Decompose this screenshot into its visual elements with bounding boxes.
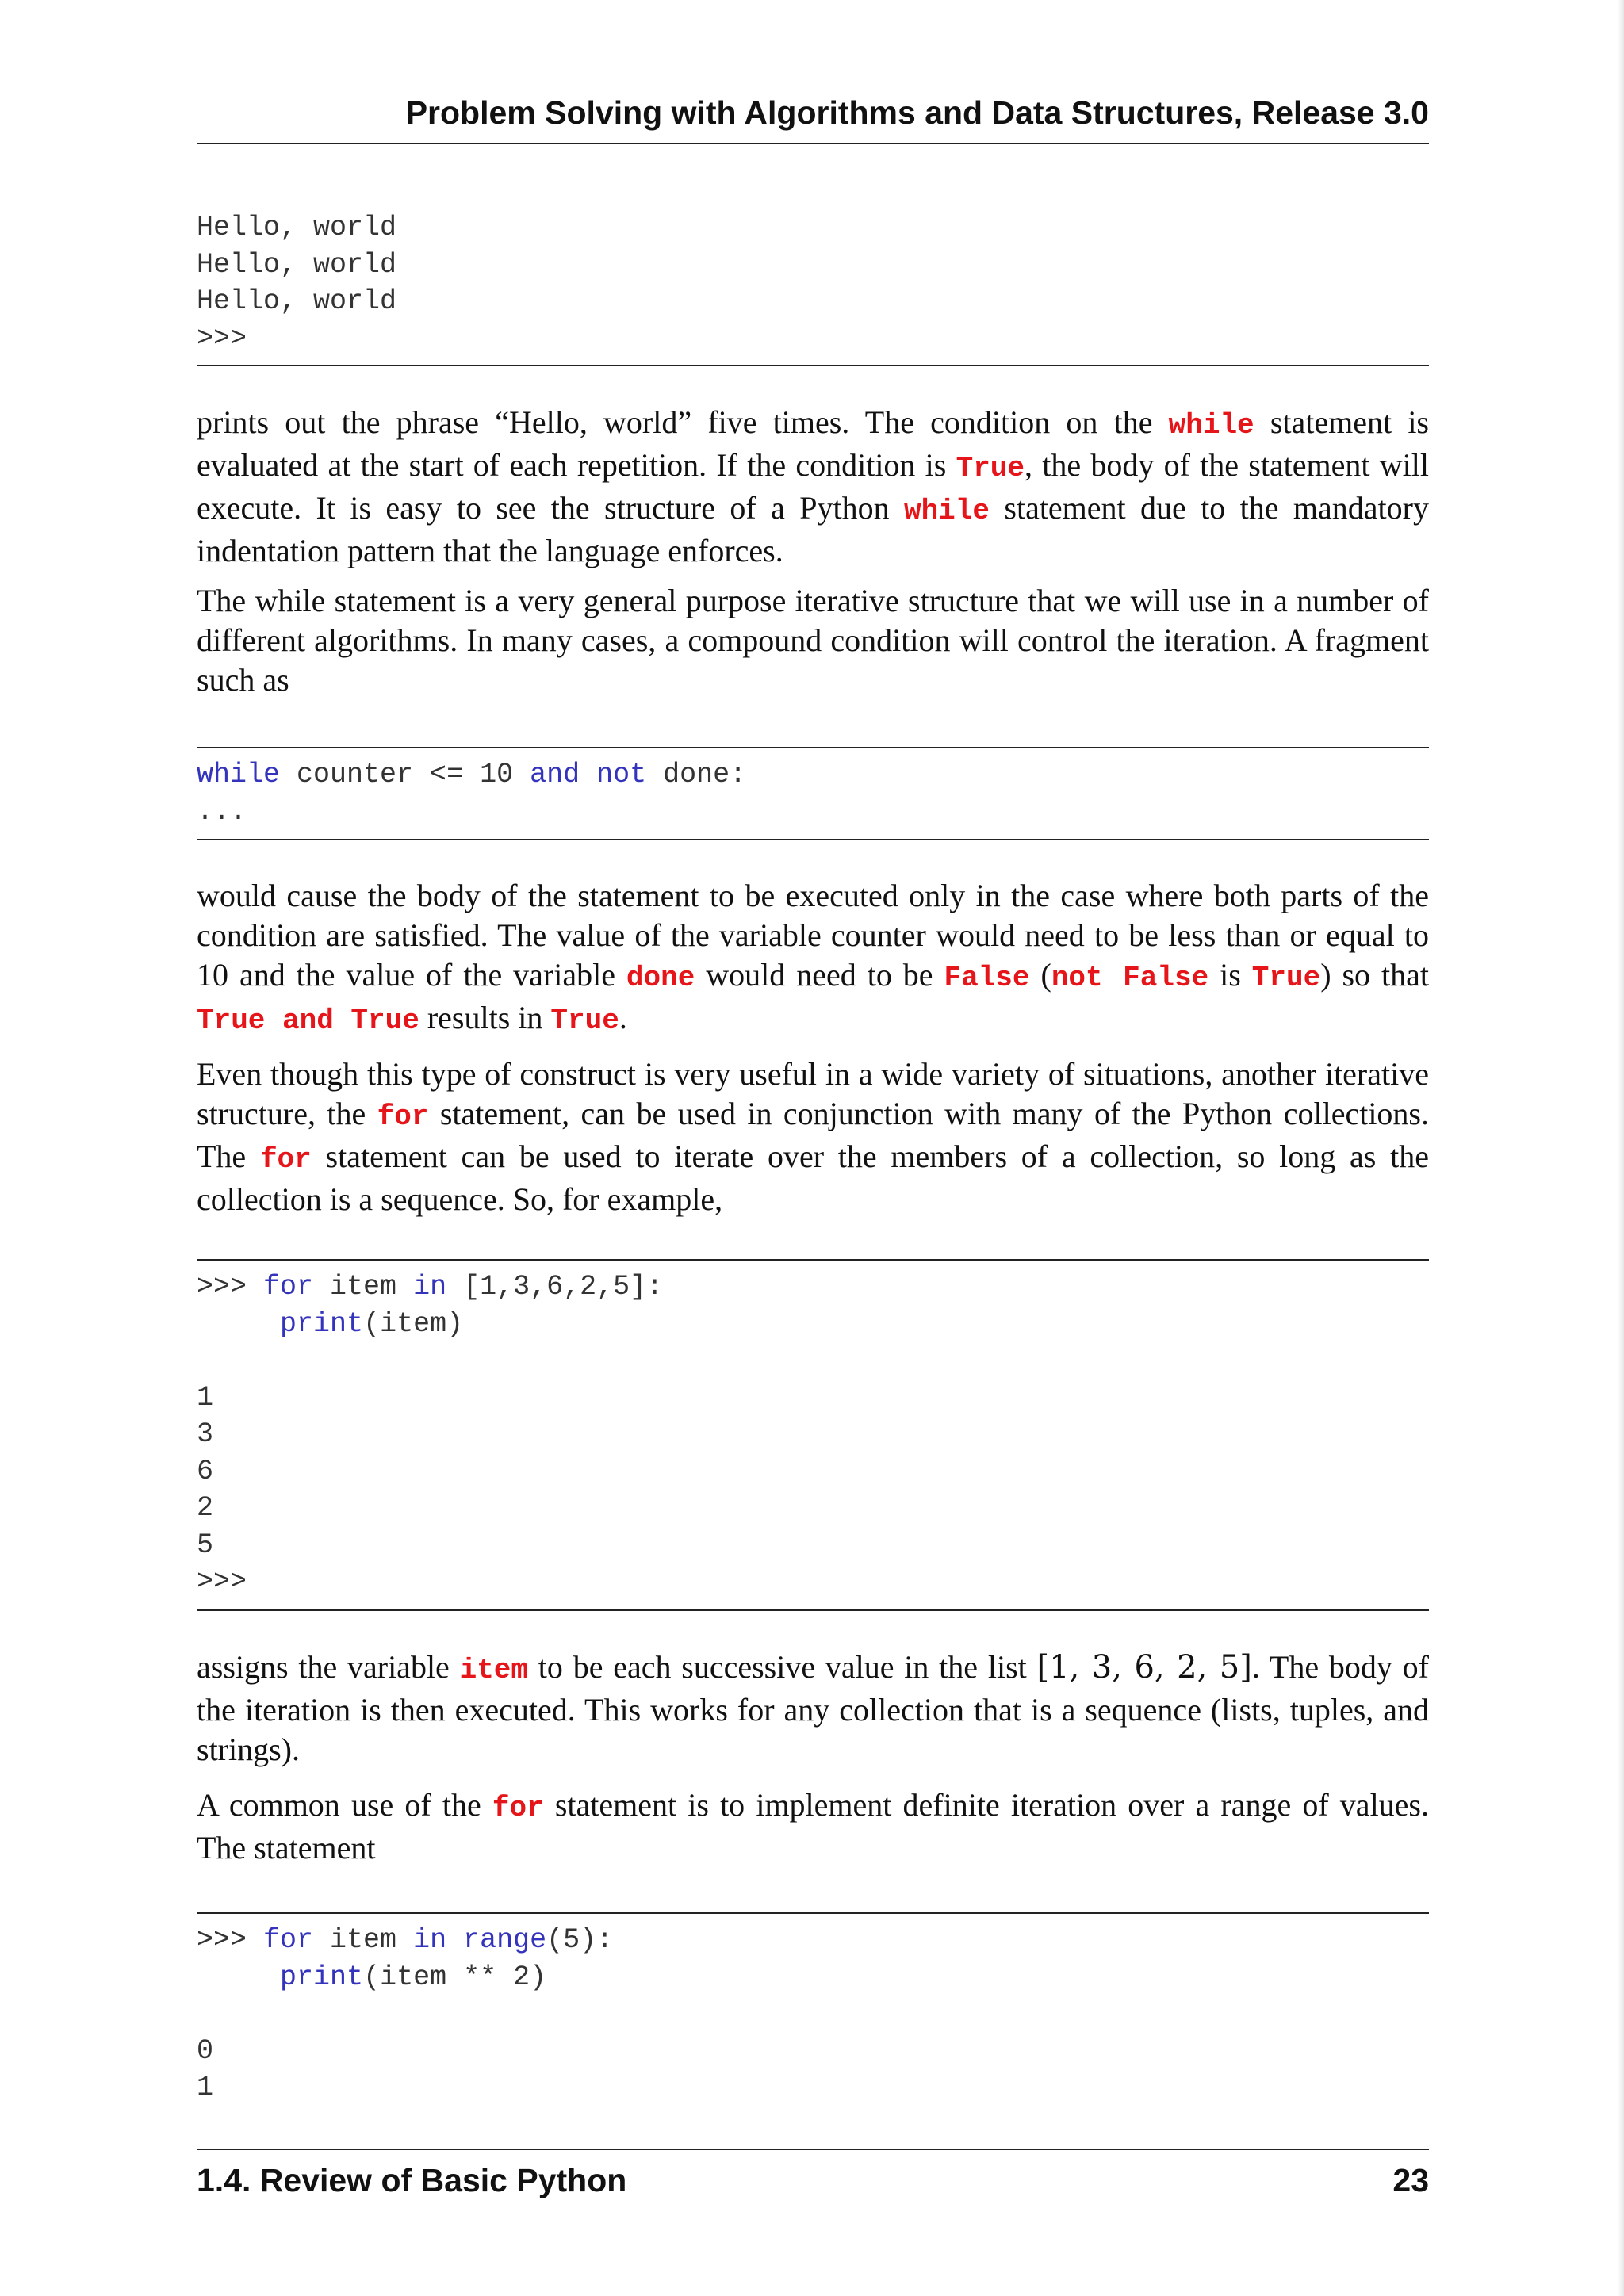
inline-code: True: [550, 1004, 619, 1037]
paragraph-compound-explanation: would cause the body of the statement to be executed only in the case where both parts of the condition are satisfied. The value of the variable counter would need to be less than or equal to 10 and the value of the variable done would need to be False (not False is True) so that True and True results in True.: [197, 878, 1429, 1037]
output-line: 3: [197, 1418, 214, 1450]
code-block-top-rule: [197, 1259, 1429, 1261]
inline-code: while: [1168, 409, 1254, 442]
paragraph-while-condition: prints out the phrase “Hello, world” five times. The condition on the while statement is evaluated at the start of each repetition. If the condition is True, the body of the statement will execute. It is easy to see the structure of a Python while statement due to the mandatory indentation pattern that the language enforces.: [197, 404, 1429, 568]
output-line: 0: [197, 2034, 214, 2067]
output-line: 1: [197, 1381, 214, 1414]
code-block-for-list: >>> for item in [1,3,6,2,5]: print(item) 1 3 6 2 5 >>>: [197, 1271, 664, 1598]
code-block-top-rule: [197, 747, 1429, 748]
math-list: [1, 3, 6, 2, 5]: [1036, 1649, 1252, 1686]
paragraph-item-assignment: assigns the variable item to be each successive value in the list [1, 3, 6, 2, 5]. The body of the iteration is then executed. This works for any collection that is a sequence (lists, tuples, and strings).: [197, 1649, 1429, 1767]
inline-code: True: [1251, 962, 1321, 994]
output-line: 2: [197, 1492, 214, 1524]
code-line: Hello, world: [197, 248, 397, 281]
running-header: Problem Solving with Algorithms and Data Structures, Release 3.0: [197, 89, 1429, 144]
inline-code: True: [956, 452, 1025, 484]
inline-code: not False: [1051, 962, 1209, 994]
code-block-hello-output: [197, 209, 1429, 357]
inline-code: True and True: [197, 1004, 419, 1037]
page-number: 23: [1392, 2162, 1429, 2198]
output-line: 5: [197, 1529, 214, 1561]
paragraph-definite-iteration: A common use of the for statement is to implement definite iteration over a range of values. The statement: [197, 1787, 1429, 1866]
inline-code: for: [377, 1100, 429, 1133]
code-block-top-rule: [197, 1912, 1429, 1914]
paragraph-while-general: The while statement is a very general purpose iterative structure that we will use in a number of different algorithms. In many cases, a compound condition will control the iteration. A fragment such as: [197, 583, 1429, 698]
paragraph-for-statement: Even though this type of construct is very useful in a wide variety of situations, another iterative structure, the for statement, can be used in conjunction with many of the Python collections. The for statement can be used to iterate over the members of a collection, so long as the collection is a sequence. So, for example,: [197, 1056, 1430, 1217]
inline-code: while: [903, 495, 990, 527]
output-line: 6: [197, 1455, 214, 1487]
page-edge-shadow: [1618, 0, 1624, 2296]
code-line: Hello, world: [197, 212, 397, 243]
code-block-bottom-rule: [197, 839, 1429, 840]
output-line: 1: [197, 2072, 214, 2103]
inline-code: done: [626, 962, 695, 994]
code-block-bottom-rule: [197, 365, 1429, 366]
inline-code: for: [259, 1143, 312, 1176]
code-block-for-range: >>> for item in range(5): print(item ** 2) 0 1: [197, 1924, 614, 2103]
code-block-bottom-rule: [197, 1609, 1429, 1611]
inline-code: item: [459, 1654, 529, 1686]
inline-code: False: [944, 962, 1030, 994]
running-footer: [197, 2149, 1429, 2202]
code-block-while-compound: while counter <= 10 and not done: ...: [197, 759, 747, 828]
inline-code: for: [492, 1792, 544, 1824]
code-line: >>>: [197, 322, 247, 354]
code-line: Hello, world: [197, 285, 397, 317]
footer-section-title: 1.4. Review of Basic Python: [197, 2162, 627, 2198]
